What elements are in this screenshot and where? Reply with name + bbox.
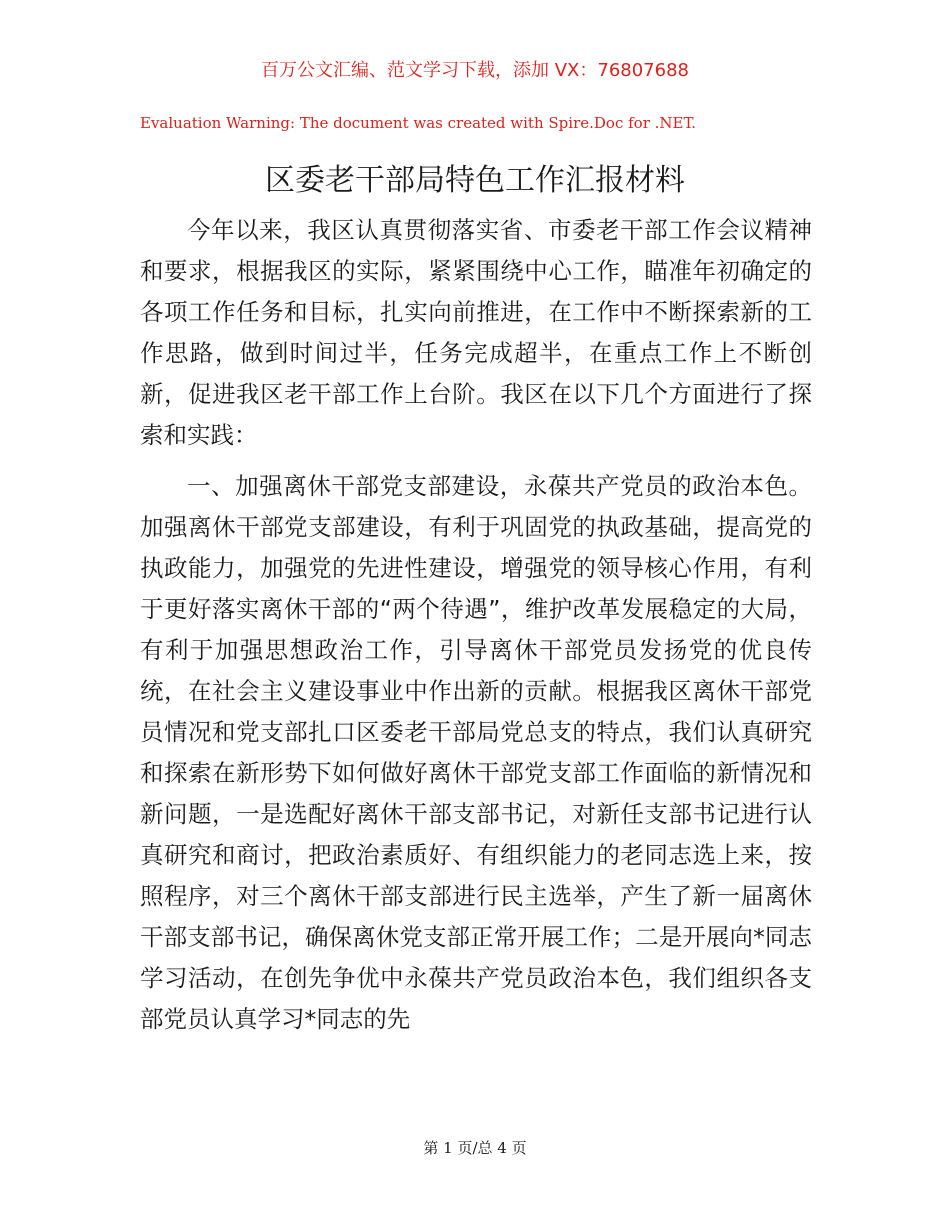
evaluation-warning: Evaluation Warning: The document was created with Spire.Doc for .NET.	[140, 114, 697, 132]
paragraph-section-one: 一、加强离休干部党支部建设，永葆共产党员的政治本色。加强离休干部党支部建设，有利于巩固党的执政基础，提高党的执政能力，加强党的先进性建设，增强党的领导核心作用，有利于更好落实离休干部的“两个待遇”，维护改革发展稳定的大局，有利于加强思想政治工作，引导离休干部党员发扬党的优良传统，在社会主义建设事业中作出新的贡献。根据我区离休干部党员情况和党支部扎口区委老干部局党总支的特点，我们认真研究和探索在新形势下如何做好离休干部党支部工作面临的新情况和新问题，一是选配好离休干部支部书记，对新任支部书记进行认真研究和商讨，把政治素质好、有组织能力的老同志选上来，按照程序，对三个离休干部支部进行民主选举，产生了新一届离休干部支部书记，确保离休党支部正常开展工作；二是开展向*同志学习活动，在创先争优中永葆共产党员政治本色，我们组织各支部党员认真学习*同志的先	[140, 472, 812, 1033]
paragraph-intro: 今年以来，我区认真贯彻落实省、市委老干部工作会议精神和要求，根据我区的实际，紧紧围绕中心工作，瞄准年初确定的各项工作任务和目标，扎实向前推进，在工作中不断探索新的工作思路，做到时间过半，任务完成超半，在重点工作上不断创新，促进我区老干部工作上台阶。我区在以下几个方面进行了探索和实践：	[140, 216, 812, 449]
header-banner: 百万公文汇编、范文学习下载，添加 VX：76807688	[261, 60, 689, 81]
page-number: 第 1 页/总 4 页	[423, 1139, 527, 1157]
document-title: 区委老干部局特色工作汇报材料	[265, 163, 685, 198]
document-body	[140, 210, 812, 1050]
